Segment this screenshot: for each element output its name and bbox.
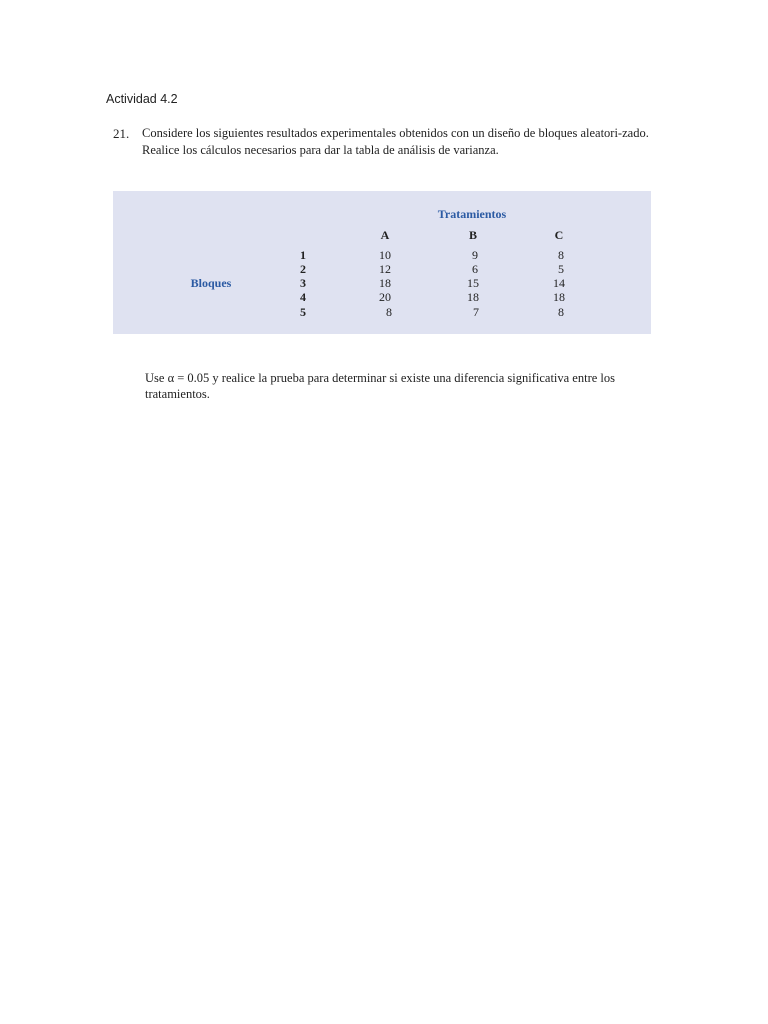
data-table: [113, 191, 651, 334]
table-cell: 12: [379, 262, 391, 276]
table-row-label-blocks: Bloques: [190, 276, 232, 290]
table-cell: 18: [379, 276, 391, 290]
table-cell: 5: [558, 262, 564, 276]
problem-statement: [113, 125, 658, 159]
table-cell: 9: [472, 248, 478, 262]
column-header-a: A: [380, 228, 390, 242]
table-cell: 15: [467, 276, 479, 290]
problem-text: Considere los siguientes resultados experimentales obtenidos con un diseño de bloques aleatori-zado. Realice los cálculos necesarios para dar la tabla de análisis de varianza.: [142, 126, 649, 157]
table-cell: 18: [553, 290, 565, 304]
activity-heading: Actividad 4.2: [106, 92, 178, 106]
table-cell: 10: [379, 248, 391, 262]
block-number: 4: [300, 290, 306, 304]
column-header-c: C: [554, 228, 564, 242]
table-cell: 14: [553, 276, 565, 290]
block-number: 3: [300, 276, 306, 290]
block-number: 5: [300, 305, 306, 319]
table-cell: 7: [473, 305, 479, 319]
block-number: 1: [300, 248, 306, 262]
column-header-b: B: [468, 228, 478, 242]
problem-number: 21.: [113, 126, 130, 141]
table-cell: 6: [472, 262, 478, 276]
block-number: 2: [300, 262, 306, 276]
table-cell: 8: [386, 305, 392, 319]
instruction-note: Use α = 0.05 y realice la prueba para determinar si existe una diferencia significativa entre los tratamientos.: [145, 371, 616, 401]
table-cell: 20: [379, 290, 391, 304]
table-cell: 8: [558, 305, 564, 319]
table-cell: 18: [467, 290, 479, 304]
table-title-treatments: Tratamientos: [437, 207, 507, 221]
table-cell: 8: [558, 248, 564, 262]
